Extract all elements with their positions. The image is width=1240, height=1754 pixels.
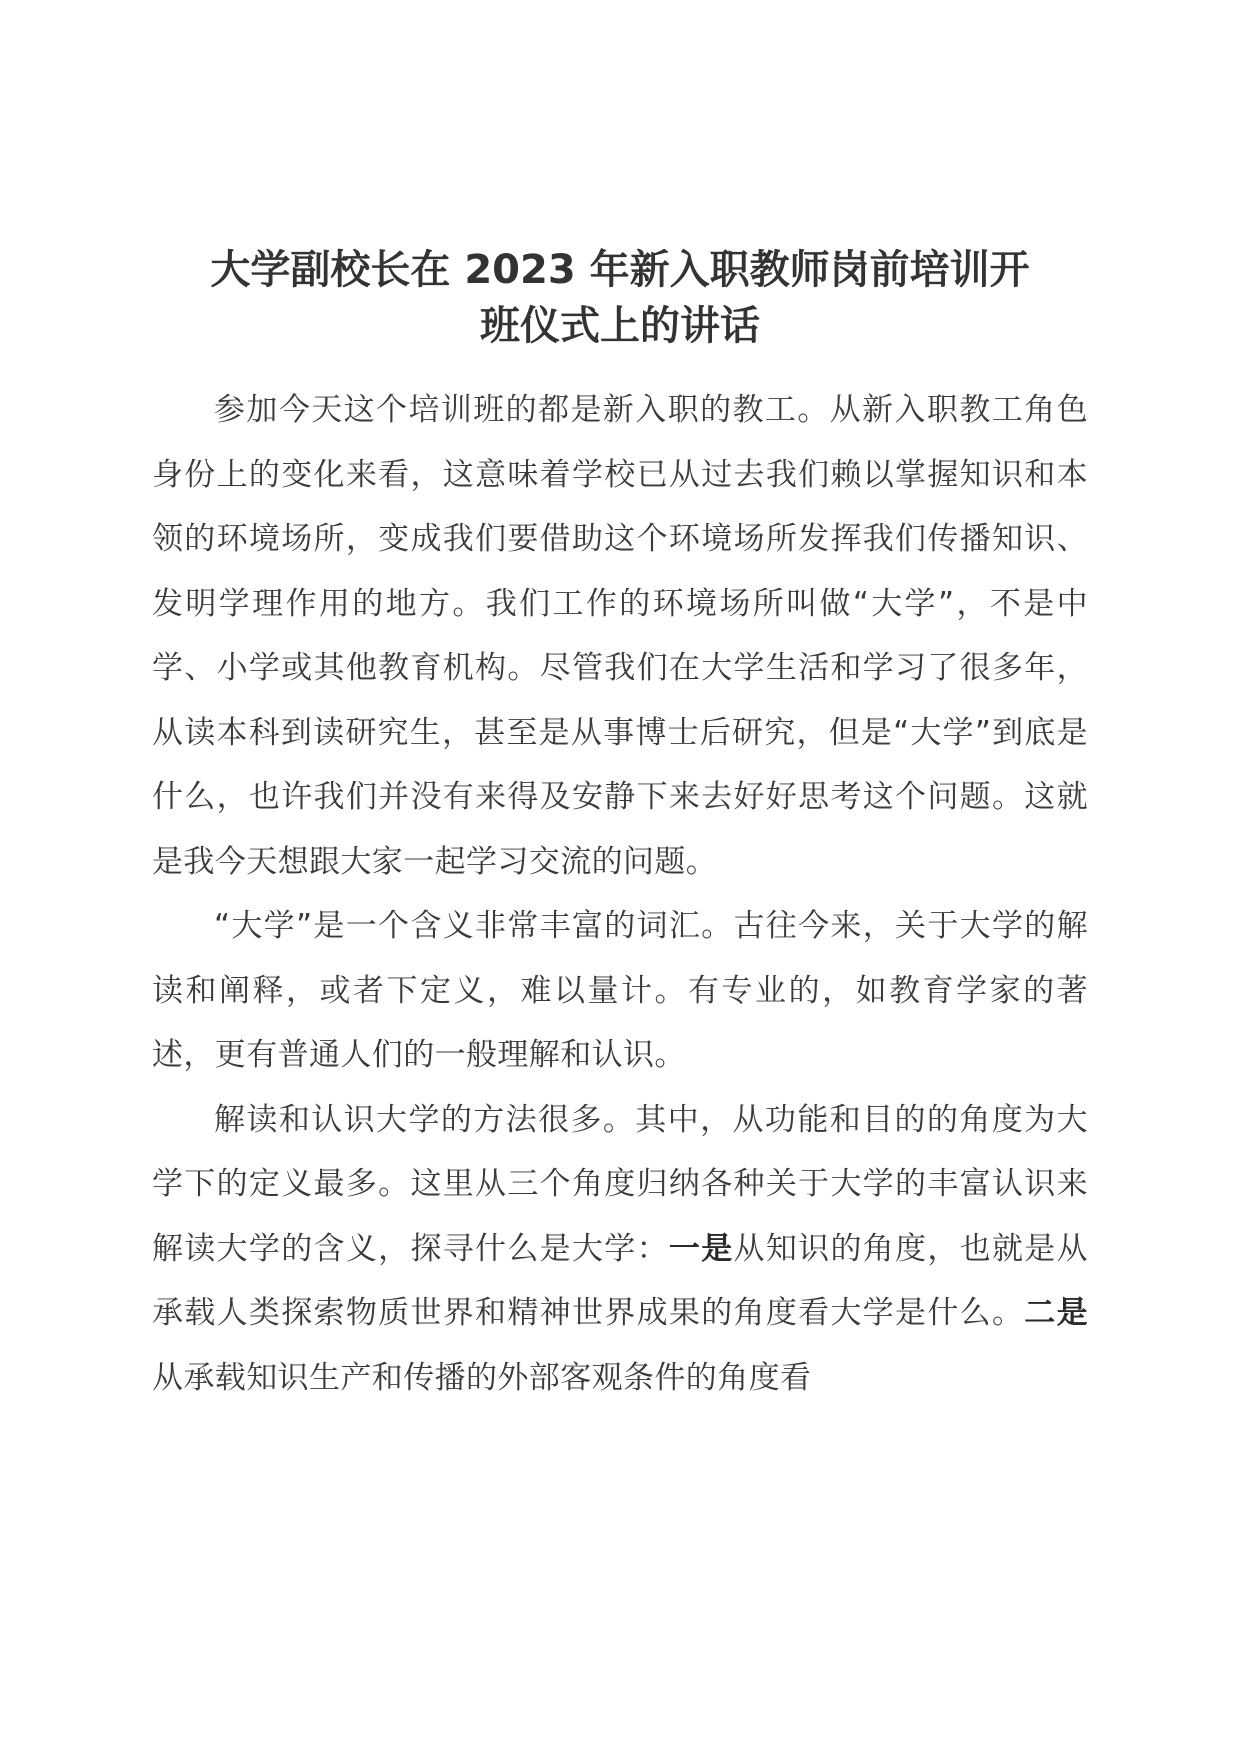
paragraph-3-text-c: 从承载知识生产和传播的外部客观条件的角度看 [152, 1359, 812, 1396]
emphasis-second-point: 二是 [1024, 1295, 1088, 1331]
page-title [152, 242, 1088, 354]
paragraph-3 [152, 1088, 1088, 1411]
paragraph-3-text-a: 解读和认识大学的方法很多。其中，从功能和目的的角度为大学下的定义最多。这里从三个角度归纳各种关于大学的丰富认识来解读大学的含义，探寻什么是大学： [152, 1101, 1088, 1267]
document-body [152, 378, 1088, 1410]
title-line-2: 班仪式上的讲话 [480, 303, 760, 349]
paragraph-3-text-b: 从知识的角度，也就是从承载人类探索物质世界和精神世界成果的角度看大学是什么。 [152, 1230, 1088, 1331]
paragraph-1: 参加今天这个培训班的都是新入职的教工。从新入职教工角色身份上的变化来看，这意味着学校已从过去我们赖以掌握知识和本领的环境场所，变成我们要借助这个环境场所发挥我们传播知识、发明学理作用的地方。我们工作的环境场所叫做“大学”，不是中学、小学或其他教育机构。尽管我们在大学生活和学习了很多年，从读本科到读研究生，甚至是从事博士后研究，但是“大学”到底是什么，也许我们并没有来得及安静下来去好好思考这个问题。这就是我今天想跟大家一起学习交流的问题。 [152, 392, 1088, 880]
emphasis-first-point: 一是 [668, 1230, 734, 1267]
title-line-1: 大学副校长在 2023 年新入职教师岗前培训开 [210, 247, 1030, 293]
document-content [152, 242, 1088, 1410]
paragraph-2: “大学”是一个含义非常丰富的词汇。古往今来，关于大学的解读和阐释，或者下定义，难以量计。有专业的，如教育学家的著述，更有普通人们的一般理解和认识。 [152, 908, 1088, 1073]
